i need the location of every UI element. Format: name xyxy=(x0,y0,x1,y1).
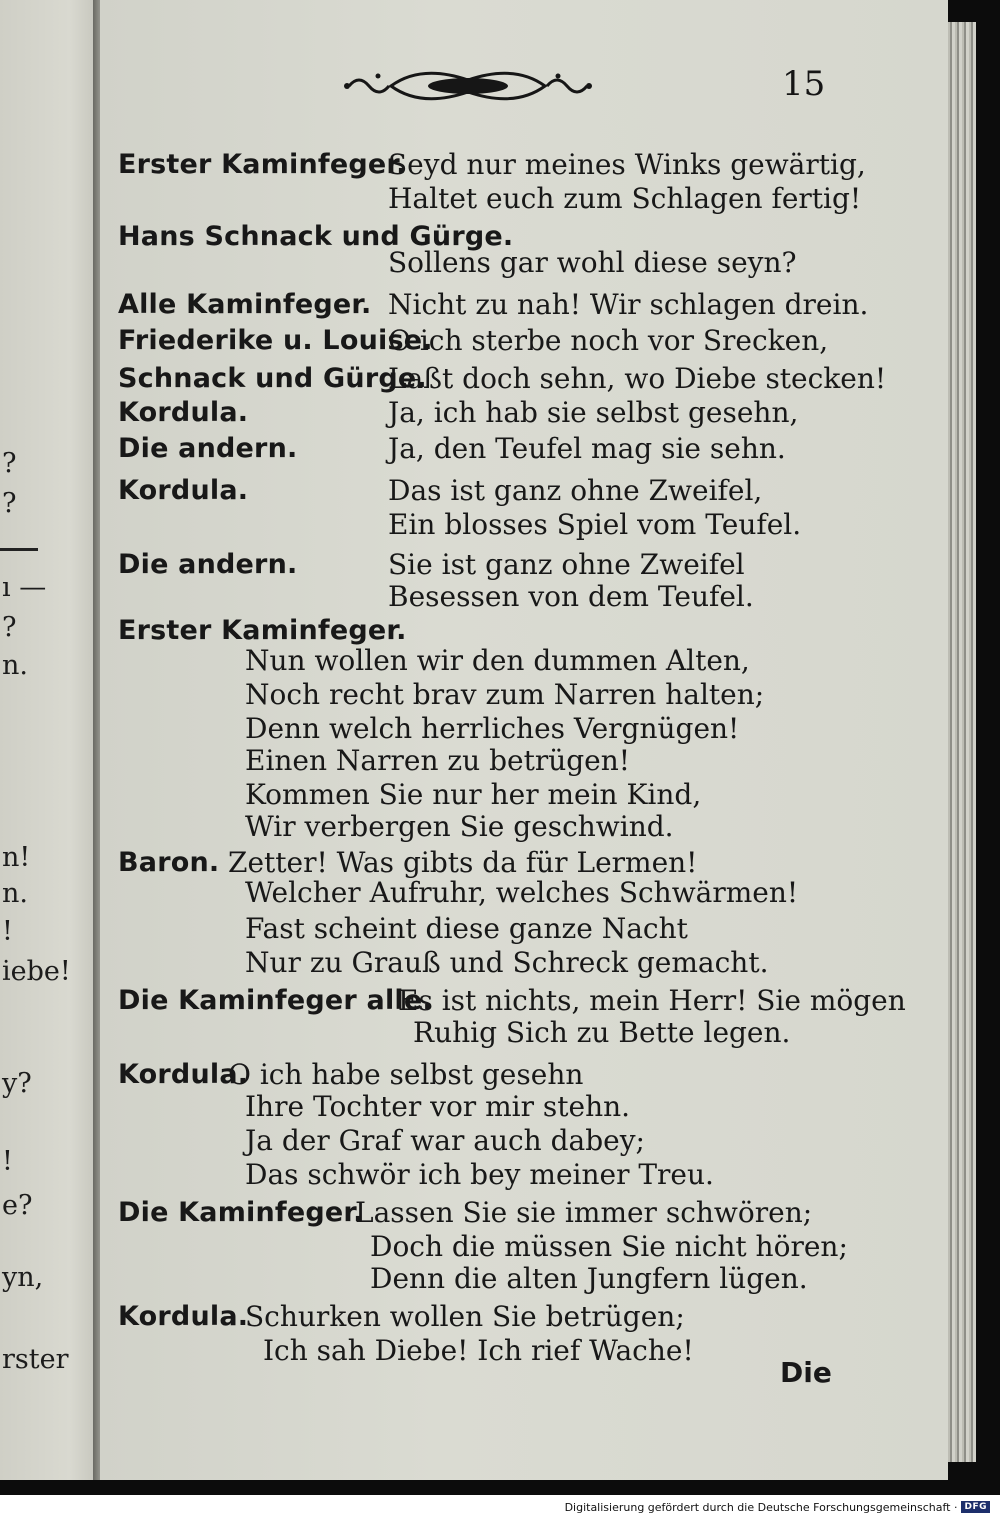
speaker-name: Die andern. xyxy=(118,549,298,580)
left-page-edge xyxy=(0,0,100,1480)
left-fragment: ! xyxy=(2,1146,13,1177)
page-edges xyxy=(948,22,976,1462)
verse-line: Kommen Sie nur her mein Kind, xyxy=(245,778,702,811)
verse-line: Ruhig Sich zu Bette legen. xyxy=(413,1016,791,1049)
speaker-name: Alle Kaminfeger. xyxy=(118,289,372,320)
speaker-name: Die Kaminfeger. xyxy=(118,1197,364,1228)
verse-line: Welcher Aufruhr, welches Schwärmen! xyxy=(245,876,799,909)
verse-line: Denn welch herrliches Vergnügen! xyxy=(245,712,740,745)
verse-line: Wir verbergen Sie geschwind. xyxy=(245,810,674,843)
dfg-logo: DFG xyxy=(961,1501,990,1513)
speaker-name: Die Kaminfeger alle. xyxy=(118,985,433,1016)
speaker-name: Schnack und Gürge. xyxy=(118,363,427,394)
verse-line: Ihre Tochter vor mir stehn. xyxy=(245,1090,631,1123)
speaker-name: Friederike u. Louise. xyxy=(118,325,433,356)
catchword: Die xyxy=(780,1356,832,1389)
footer-text: Digitalisierung gefördert durch die Deutsche Forschungsgemeinschaft · xyxy=(564,1500,958,1514)
verse-line: Denn die alten Jungfern lügen. xyxy=(370,1262,808,1295)
left-fragment: ? xyxy=(2,488,17,519)
left-fragment: iebe! xyxy=(2,956,71,987)
left-fragment: n. xyxy=(2,650,28,681)
verse-line: Fast scheint diese ganze Nacht xyxy=(245,912,688,945)
verse-line: Ich sah Diebe! Ich rief Wache! xyxy=(263,1334,694,1367)
footer xyxy=(565,1499,990,1515)
verse-line: Es ist nichts, mein Herr! Sie mögen xyxy=(398,984,906,1017)
verse-line: Das schwör ich bey meiner Treu. xyxy=(245,1158,714,1191)
left-fragment: ! xyxy=(2,916,13,947)
verse-line: Schurken wollen Sie betrügen; xyxy=(245,1300,685,1333)
verse-line: Haltet euch zum Schlagen fertig! xyxy=(388,182,862,215)
left-fragment: yn, xyxy=(2,1262,44,1293)
verse-line: Zetter! Was gibts da für Lermen! xyxy=(228,846,698,879)
speaker-name: Erster Kaminfeger. xyxy=(118,615,407,646)
page-number: 15 xyxy=(782,64,826,104)
speaker-name: Die andern. xyxy=(118,433,298,464)
verse-line: Ja, ich hab sie selbst gesehn, xyxy=(388,396,799,429)
left-fragment: n! xyxy=(2,842,31,873)
left-fragment: rster xyxy=(2,1344,69,1375)
left-fragment: y? xyxy=(2,1068,32,1099)
ornament-icon xyxy=(343,64,593,108)
left-page-rule xyxy=(0,548,38,551)
left-fragment: ? xyxy=(2,448,17,479)
verse-line: Lassen Sie sie immer schwören; xyxy=(355,1196,813,1229)
speaker-name: Kordula. xyxy=(118,397,249,428)
verse-line: Sie ist ganz ohne Zweifel xyxy=(388,548,745,581)
verse-line: Nur zu Grauß und Schreck gemacht. xyxy=(245,946,769,979)
verse-line: Doch die müssen Sie nicht hören; xyxy=(370,1230,848,1263)
left-fragment: ? xyxy=(2,612,17,643)
verse-line: O ich sterbe noch vor Srecken, xyxy=(388,324,829,357)
speaker-name: Hans Schnack und Gürge. xyxy=(118,221,514,252)
verse-line: Sollens gar wohl diese seyn? xyxy=(388,246,797,279)
verse-line: Noch recht brav zum Narren halten; xyxy=(245,678,765,711)
verse-line: Nicht zu nah! Wir schlagen drein. xyxy=(388,288,869,321)
verse-line: O ich habe selbst gesehn xyxy=(228,1058,584,1091)
verse-line: Seyd nur meines Winks gewärtig, xyxy=(388,148,866,181)
left-fragment: n. xyxy=(2,878,28,909)
verse-line: Ja, den Teufel mag sie sehn. xyxy=(388,432,786,465)
verse-line: Besessen von dem Teufel. xyxy=(388,580,754,613)
verse-line: Einen Narren zu betrügen! xyxy=(245,744,631,777)
speaker-name: Erster Kaminfeger. xyxy=(118,149,407,180)
verse-line: Laßt doch sehn, wo Diebe stecken! xyxy=(388,362,887,395)
left-fragment: e? xyxy=(2,1190,33,1221)
verse-line: Nun wollen wir den dummen Alten, xyxy=(245,644,750,677)
book-page xyxy=(100,0,948,1480)
left-fragment: ı — xyxy=(2,572,47,603)
speaker-name: Kordula. xyxy=(118,1301,249,1332)
verse-line: Ja der Graf war auch dabey; xyxy=(245,1124,645,1157)
speaker-name: Baron. xyxy=(118,847,220,878)
speaker-name: Kordula. xyxy=(118,475,249,506)
speaker-name: Kordula. xyxy=(118,1059,249,1090)
verse-line: Das ist ganz ohne Zweifel, xyxy=(388,474,763,507)
verse-line: Ein blosses Spiel vom Teufel. xyxy=(388,508,802,541)
